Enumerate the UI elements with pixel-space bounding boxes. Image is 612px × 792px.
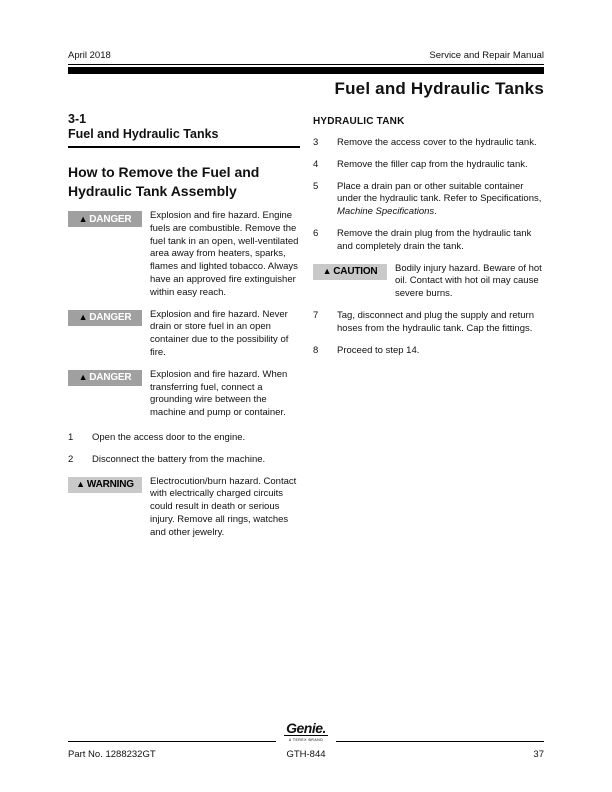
- header-date: April 2018: [68, 50, 111, 61]
- step-number: 3: [313, 137, 319, 148]
- step-text: Remove the access cover to the hydraulic tank.: [337, 137, 537, 148]
- section-title: Fuel and Hydraulic Tanks: [68, 127, 219, 141]
- hydraulic-tank-heading: HYDRAULIC TANK: [313, 116, 405, 127]
- warning-label-text: WARNING: [86, 479, 134, 491]
- step-text-italic: Machine Specifications: [337, 206, 435, 218]
- step-1: [68, 432, 300, 445]
- header-black-bar: [68, 67, 544, 74]
- warning-triangle-icon: ▲: [78, 213, 88, 224]
- step-text: Disconnect the battery from the machine.: [92, 453, 266, 465]
- step-text-main: Place a drain pan or other suitable container under the hydraulic tank. Refer to Specifications,: [337, 180, 542, 205]
- step-number: 5: [313, 180, 319, 192]
- step-number: 1: [68, 431, 74, 443]
- warning-triangle-icon: ▲: [78, 312, 88, 323]
- warning-triangle-icon: ▲: [76, 479, 85, 490]
- genie-logo-tagline: A TEREX BRAND: [288, 738, 324, 742]
- danger-notice-2: [68, 309, 300, 360]
- step-4: [313, 159, 545, 172]
- genie-logo-word: Genie.: [286, 720, 326, 736]
- step-3: [313, 137, 545, 150]
- warning-triangle-icon: ▲: [78, 372, 88, 383]
- step-number: 4: [313, 158, 319, 170]
- step-text: Remove the filler cap from the hydraulic tank.: [337, 158, 528, 170]
- warning-triangle-icon: ▲: [322, 266, 332, 277]
- caution-notice: [313, 263, 545, 301]
- footer-rule-right: [336, 730, 544, 742]
- step-text: Tag, disconnect and plug the supply and return hoses from the hydraulic tank. Cap the fittings.: [337, 309, 534, 334]
- danger-notice-text: Explosion and fire hazard. When transferring fuel, connect a grounding wire between the machine and pump or container.: [150, 368, 288, 419]
- step-8: [313, 345, 545, 358]
- footer-rule-left: [68, 730, 276, 742]
- danger-label: [68, 310, 142, 326]
- section-heading-block: [68, 112, 300, 148]
- step-number: 7: [313, 309, 319, 321]
- left-column: [68, 112, 300, 540]
- step-text: Remove the drain plug from the hydraulic tank and completely drain the tank.: [337, 227, 532, 252]
- right-column: [313, 112, 545, 357]
- howto-heading: How to Remove the Fuel and Hydraulic Tank Assembly: [68, 164, 260, 199]
- danger-notice-1: [68, 210, 300, 300]
- section-number: 3-1: [68, 112, 87, 126]
- caution-label-text: CAUTION: [333, 266, 378, 278]
- danger-label: [68, 211, 142, 227]
- step-7: [313, 310, 545, 336]
- danger-label-text: DANGER: [89, 372, 132, 384]
- caution-notice-text: Bodily injury hazard. Beware of hot oil. Contact with hot oil may cause severe burns.: [395, 262, 542, 300]
- step-number: 8: [313, 344, 319, 356]
- step-2: [68, 454, 300, 467]
- header-meta-row: [68, 50, 544, 62]
- danger-notice-text: Explosion and fire hazard. Never drain or store fuel in an open container due to the possibility of fire.: [150, 308, 289, 358]
- footer-page-number: 37: [533, 749, 544, 760]
- danger-notice-text: Explosion and fire hazard. Engine fuels are combustible. Remove the fuel tank in an open, well-ventilated area away from heaters, sparks, flames and lighted tobacco. Always have an approved fire extinguisher within easy reach.: [150, 210, 299, 298]
- step-number: 2: [68, 453, 74, 465]
- header-manual-name: Service and Repair Manual: [429, 50, 544, 61]
- danger-label-text: DANGER: [89, 312, 132, 324]
- danger-notice-3: [68, 369, 300, 420]
- genie-logo: [276, 720, 336, 742]
- footer-rule: [68, 720, 544, 742]
- footer-part-number: Part No. 1288232GT: [68, 749, 156, 760]
- step-text: Open the access door to the engine.: [92, 431, 246, 443]
- warning-notice-text: Electrocution/burn hazard. Contact with electrically charged circuits could result in death or serious injury. Remove all rings, watches and other jewelry.: [150, 475, 297, 538]
- step-6: [313, 228, 545, 254]
- header-thin-rule: [68, 64, 544, 65]
- danger-label: [68, 370, 142, 386]
- step-text: Proceed to step 14.: [337, 344, 420, 356]
- page-title: Fuel and Hydraulic Tanks: [334, 79, 544, 98]
- page-header: [68, 50, 544, 99]
- caution-label: [313, 264, 387, 280]
- page-footer: [68, 720, 544, 760]
- danger-label-text: DANGER: [89, 213, 132, 225]
- warning-label: [68, 477, 142, 493]
- step-number: 6: [313, 227, 319, 239]
- footer-meta-row: [68, 749, 544, 760]
- step-text-tail: .: [434, 206, 437, 218]
- footer-model: GTH-844: [286, 749, 326, 760]
- step-text: [337, 181, 545, 219]
- warning-notice: [68, 476, 300, 540]
- step-5: [313, 181, 545, 219]
